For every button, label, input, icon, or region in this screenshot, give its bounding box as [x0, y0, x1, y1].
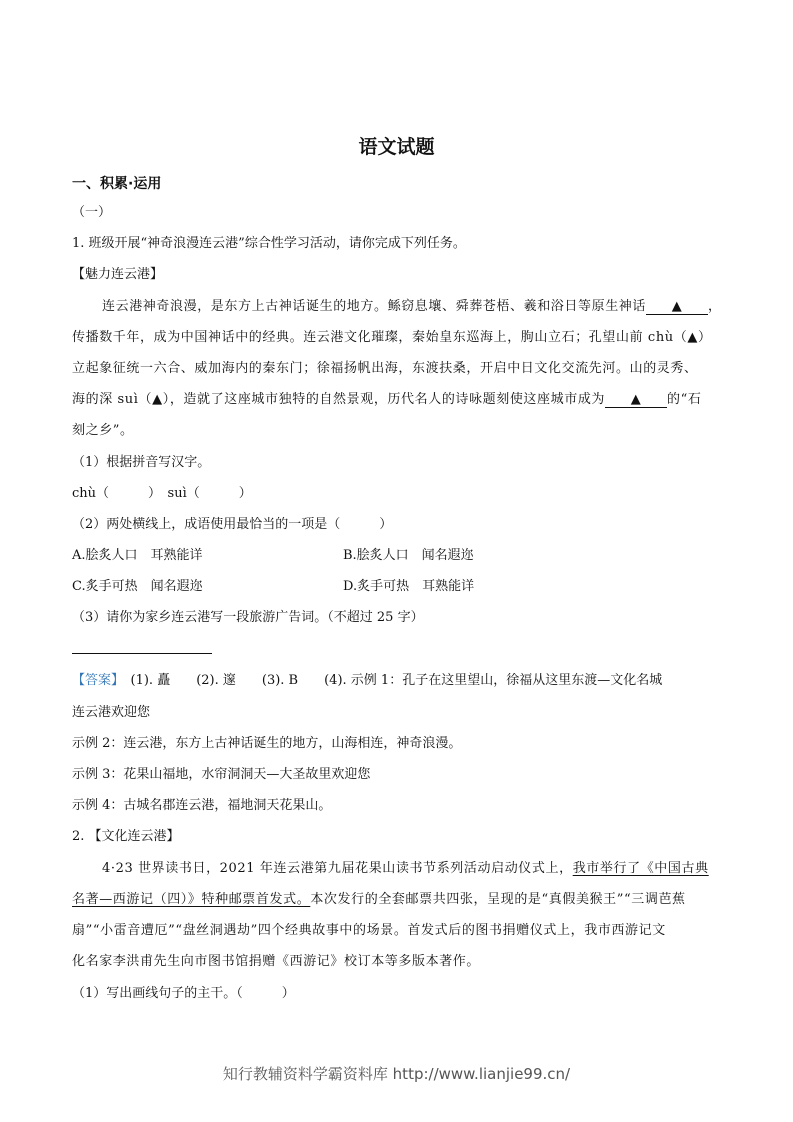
passage-line-2: 传播数千年，成为中国神话中的经典。连云港文化璀璨，秦始皇东巡海上，朐山立石；孔望山前 chù（▲） [72, 330, 712, 345]
passage-line-5: 刻之乡”。 [72, 423, 134, 438]
q2-passage-line-2 [72, 892, 686, 908]
pinyin-fill: chù（ ） suì（ ） [72, 486, 252, 501]
fill-blank-1: ▲ [646, 299, 708, 315]
answer-example-4: 示例 4：古城名郡连云港，福地洞天花果山。 [72, 798, 332, 813]
page-footer: 知行教辅资料学霸资料库 http://www.lianjie99.cn/ [222, 1065, 571, 1083]
underlined-sentence: 名著—西游记（四）》特种邮票首发式。 [72, 892, 311, 907]
divider [72, 653, 212, 654]
answer-tag: 【答案】 [72, 673, 118, 688]
passage-text: ， [708, 299, 722, 314]
fill-blank-2: ▲ [605, 392, 667, 408]
answer-example-2: 示例 2：连云港，东方上古神话诞生的地方，山海相连，神奇浪漫。 [72, 736, 462, 751]
answer-line-2: 连云港欢迎您 [72, 705, 151, 720]
page-title: 语文试题 [358, 136, 435, 158]
passage-text: 的“石 [667, 392, 702, 407]
passage-text: 4·23 世界读书日，2021 年连云港第九届花果山读书节系列活动启动仪式上， [102, 861, 573, 876]
option-a: A.脍炙人口 耳熟能详 [72, 548, 203, 563]
question-1-intro: 1. 班级开展“神奇浪漫连云港”综合性学习活动，请你完成下列任务。 [72, 236, 466, 251]
part-label: （一） [72, 205, 112, 220]
passage-line-3: 立起象征统一六合、威加海内的秦东门；徐福扬帆出海，东渡扶桑，开启中日文化交流先河。山的灵秀、 [72, 361, 698, 376]
q2-passage-line-4: 化名家李洪甫先生向市图书馆捐赠《西游记》校订本等多版本著作。 [72, 954, 481, 969]
answer-line-1 [72, 673, 662, 689]
option-d: D.炙手可热 耳熟能详 [343, 579, 475, 594]
sub-question-3: （3）请你为家乡连云港写一段旅游广告词。（不超过 25 字） [72, 610, 424, 625]
passage-line-1 [102, 299, 722, 315]
question-2-title: 2. 【文化连云港】 [72, 829, 180, 844]
question-1-heading: 【魅力连云港】 [72, 267, 164, 282]
passage-text: 本次发行的全套邮票共四张，呈现的是“真假美猴王”“三调芭蕉 [310, 892, 686, 907]
answer-example-3: 示例 3：花果山福地，水帘洞洞天—大圣故里欢迎您 [72, 767, 371, 782]
option-c: C.炙手可热 闻名遐迩 [72, 579, 203, 594]
q2-sub-question-1: （1）写出画线句子的主干。（ ） [72, 986, 295, 1001]
sub-question-1: （1）根据拼音写汉字。 [72, 455, 211, 470]
section-heading: 一、积累·运用 [72, 176, 162, 192]
q2-passage-line-3: 扇”“小雷音遭厄”“盘丝洞遇劫”四个经典故事中的场景。首发式后的图书捐赠仪式上，我市西游记文 [72, 923, 666, 938]
sub-question-2: （2）两处横线上，成语使用最恰当的一项是（ ） [72, 517, 393, 532]
passage-text: 连云港神奇浪漫，是东方上古神话诞生的地方。鲧窃息壤、舜葬苍梧、羲和浴日等原生神话 [102, 299, 647, 314]
underlined-sentence: 我市举行了《中国古典 [572, 861, 709, 876]
q2-passage-line-1 [102, 861, 709, 877]
passage-line-4 [72, 392, 702, 408]
option-b: B.脍炙人口 闻名遐迩 [343, 548, 474, 563]
answer-text: (1). 矗 (2). 邃 (3). B (4). 示例 1：孔子在这里望山，徐福从这里东渡—文化名城 [117, 673, 663, 688]
passage-text: 海的深 suì（▲），造就了这座城市独特的自然景观，历代名人的诗咏题刻使这座城市成为 [72, 392, 606, 407]
